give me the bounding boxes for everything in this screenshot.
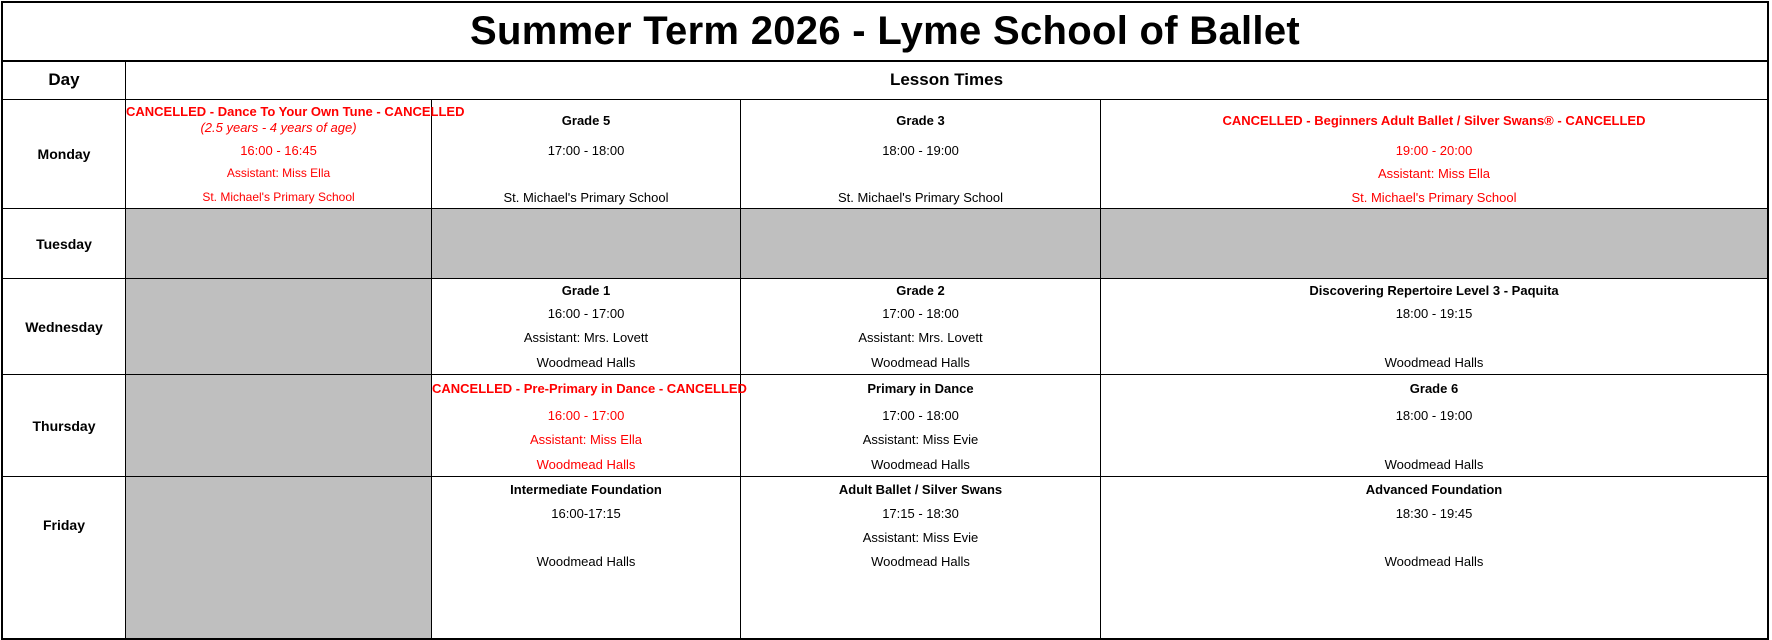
lesson-venue: Woodmead Halls (871, 554, 970, 569)
lesson-title: Grade 6 (1409, 381, 1459, 396)
lesson-assistant: Assistant: Miss Ella (226, 166, 331, 180)
header-lesson-times: Lesson Times (126, 61, 1769, 100)
lesson-time: 16:00 - 17:00 (547, 408, 625, 423)
lesson-cell-fri2 (432, 477, 741, 640)
lesson-time: 16:00 - 17:00 (547, 306, 625, 321)
lesson-assistant: Assistant: Miss Ella (530, 432, 642, 447)
day-thursday: Thursday (1, 375, 126, 477)
lesson-cell-mon3 (741, 100, 1101, 209)
empty-cell (741, 209, 1101, 279)
empty-cell (126, 375, 432, 477)
lesson-cell-wed3 (741, 279, 1101, 375)
lesson-venue: Woodmead Halls (871, 355, 970, 370)
empty-cell (126, 477, 432, 640)
lesson-title: Advanced Foundation (1365, 482, 1503, 497)
lesson-time: 18:00 - 19:00 (1395, 408, 1473, 423)
lesson-venue: Woodmead Halls (1384, 554, 1484, 569)
lesson-assistant: Assistant: Miss Evie (862, 530, 979, 545)
empty-cell (126, 279, 432, 375)
lesson-assistant: Assistant: Mrs. Lovett (858, 330, 983, 345)
lesson-venue: St. Michael's Primary School (202, 190, 355, 204)
lesson-time: 17:00 - 18:00 (882, 408, 959, 423)
header-day: Day (1, 61, 126, 100)
lesson-venue: Woodmead Halls (536, 355, 636, 370)
lesson-cell-wed2 (432, 279, 741, 375)
lesson-ages: (2.5 years - 4 years of age) (200, 120, 357, 135)
lesson-cell-fri4 (1101, 477, 1769, 640)
lesson-cell-mon1 (126, 100, 465, 209)
lesson-time: 19:00 - 20:00 (1395, 143, 1473, 158)
lesson-title: Discovering Repertoire Level 3 - Paquita (1309, 283, 1559, 298)
lesson-venue: St. Michael's Primary School (837, 190, 1004, 205)
lesson-cell-mon2 (432, 100, 741, 209)
lesson-venue: Woodmead Halls (1384, 457, 1484, 472)
day-friday: Friday (1, 477, 126, 640)
lesson-title: Adult Ballet / Silver Swans (838, 482, 1003, 497)
lesson-title: Grade 1 (561, 283, 611, 298)
lesson-time: 16:00 - 16:45 (240, 143, 317, 158)
lesson-cell-fri3 (741, 477, 1101, 640)
empty-cell (126, 209, 432, 279)
lesson-time: 16:00-17:15 (551, 506, 621, 521)
lesson-assistant: Assistant: Miss Ella (1378, 166, 1490, 181)
lesson-venue: Woodmead Halls (1384, 355, 1484, 370)
lesson-venue: Woodmead Halls (536, 554, 636, 569)
day-wednesday: Wednesday (1, 279, 126, 375)
page-title: Summer Term 2026 - Lyme School of Ballet (1, 1, 1769, 62)
day-tuesday: Tuesday (1, 209, 126, 279)
lesson-time: 18:00 - 19:15 (1395, 306, 1473, 321)
lesson-cell-thu4 (1101, 375, 1769, 477)
lesson-title: Intermediate Foundation (510, 482, 662, 497)
empty-cell (1101, 209, 1769, 279)
lesson-time: 17:00 - 18:00 (882, 306, 959, 321)
lesson-time: 18:30 - 19:45 (1395, 506, 1473, 521)
lesson-cell-mon4 (1101, 100, 1769, 209)
lesson-title: Grade 5 (561, 113, 611, 128)
lesson-title: CANCELLED - Dance To Your Own Tune - CANCELLED (126, 104, 465, 119)
lesson-title: CANCELLED - Beginners Adult Ballet / Silver Swans® - CANCELLED (1222, 113, 1646, 128)
lesson-venue: Woodmead Halls (871, 457, 970, 472)
lesson-assistant: Assistant: Mrs. Lovett (523, 330, 649, 345)
day-monday: Monday (1, 100, 126, 209)
lesson-venue: St. Michael's Primary School (1351, 190, 1517, 205)
lesson-cell-thu2 (432, 375, 747, 477)
timetable-grid (1, 61, 1769, 640)
lesson-title: Grade 2 (896, 283, 945, 298)
lesson-assistant: Assistant: Miss Evie (862, 432, 979, 447)
empty-cell (432, 209, 741, 279)
lesson-title: Primary in Dance (867, 381, 974, 396)
lesson-title: CANCELLED - Pre-Primary in Dance - CANCELLED (432, 381, 747, 396)
lesson-time: 18:00 - 19:00 (882, 143, 959, 158)
lesson-venue: St. Michael's Primary School (503, 190, 669, 205)
lesson-time: 17:00 - 18:00 (547, 143, 625, 158)
lesson-cell-wed4 (1101, 279, 1769, 375)
lesson-venue: Woodmead Halls (536, 457, 636, 472)
lesson-title: Grade 3 (896, 113, 945, 128)
lesson-time: 17:15 - 18:30 (882, 506, 959, 521)
lesson-cell-thu3 (741, 375, 1101, 477)
